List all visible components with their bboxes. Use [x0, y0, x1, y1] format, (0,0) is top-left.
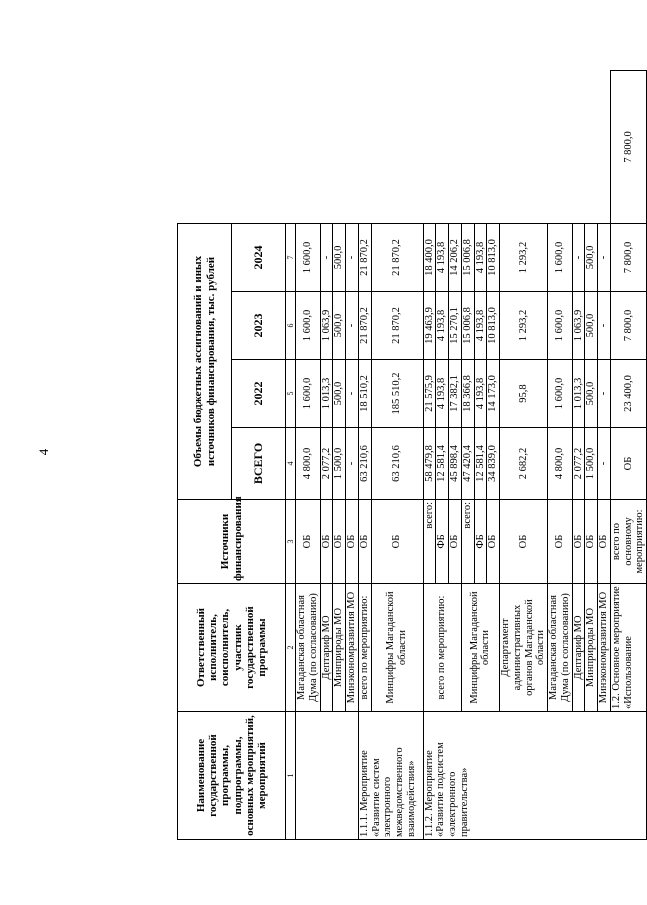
header-2024: 2024 [232, 223, 286, 291]
executor-cell: Минцифры Магаданской области [461, 584, 499, 712]
source-cell: ОБ [449, 500, 462, 584]
y2023-cell: 15 270,1 [449, 292, 462, 360]
y2023-cell: 19 463,9 [423, 292, 436, 360]
source-cell: ФБ [436, 500, 449, 584]
y2023-cell: 1 600,0 [548, 292, 573, 360]
total-cell: 4 800,0 [548, 428, 573, 500]
y2023-cell: 1 063,9 [320, 292, 333, 360]
col-number: 2 [286, 584, 296, 712]
col-number: 3 [286, 500, 296, 584]
y2024-cell: 18 400,0 [423, 223, 436, 291]
executor-cell: Дептариф МО [572, 584, 585, 712]
y2022-cell: 18 366,8 [461, 360, 474, 428]
executor-cell: Минцифры Магаданской области [371, 584, 423, 712]
total-cell: 47 420,4 [461, 428, 474, 500]
y2024-cell: 4 193,8 [436, 223, 449, 291]
col-number: 1 [286, 712, 296, 840]
y2022-cell: 7 800,0 [610, 292, 646, 360]
y2023-cell: 21 870,2 [371, 292, 423, 360]
source-cell: ОБ [320, 500, 333, 584]
total-cell: 12 581,4 [436, 428, 449, 500]
page-number: 4 [36, 448, 51, 456]
y2022-cell: - [346, 360, 359, 428]
executor-cell: Магаданская областная Дума (по согласованию) [548, 584, 573, 712]
y2023-cell: 1 063,9 [572, 292, 585, 360]
measure-name-1-2: 1.2. Основное мероприятие «Использование [610, 584, 646, 712]
source-label-cell: всего: [461, 500, 474, 584]
y2024-cell: 500,0 [333, 223, 346, 291]
source-cell: ОБ [500, 500, 548, 584]
header-total: ВСЕГО [232, 428, 286, 500]
y2022-cell: 500,0 [333, 360, 346, 428]
y2022-cell: 17 382,1 [449, 360, 462, 428]
source-cell: ОБ [585, 500, 598, 584]
rotated-table-container [177, 70, 646, 840]
y2023-cell: - [598, 292, 611, 360]
total-cell: 12 581,4 [474, 428, 487, 500]
total-cell: 1 500,0 [333, 428, 346, 500]
y2024-cell: - [346, 223, 359, 291]
executor-cell: Департамент административных органов Магаданской области [500, 584, 548, 712]
source-cell: ОБ [572, 500, 585, 584]
executor-cell: Минприроды МО [333, 584, 346, 712]
y2022-cell: 1 600,0 [548, 360, 573, 428]
measure-name-1-1-1: 1.1.1. Мероприятие «Развитие систем электронного межведомственного взаимодействия» [358, 712, 423, 840]
col-number: 5 [286, 360, 296, 428]
header-2023: 2023 [232, 292, 286, 360]
y2023-cell: - [346, 292, 359, 360]
executor-cell: всего по основному мероприятию: [610, 500, 646, 584]
header-source: Источники финансирования [178, 500, 286, 584]
y2022-cell: 14 173,0 [487, 360, 500, 428]
y2023-cell: 4 193,8 [474, 292, 487, 360]
source-cell: ОБ [371, 500, 423, 584]
y2024-cell: 500,0 [585, 223, 598, 291]
total-cell: 34 839,0 [487, 428, 500, 500]
y2022-cell: 18 510,2 [358, 360, 371, 428]
col-number: 7 [286, 223, 296, 291]
y2024-cell: - [320, 223, 333, 291]
source-cell: ОБ [358, 500, 371, 584]
y2023-cell: 1 293,2 [500, 292, 548, 360]
total-cell: 2 077,2 [572, 428, 585, 500]
y2023-cell: 10 813,0 [487, 292, 500, 360]
total-cell: - [346, 428, 359, 500]
table-row [296, 71, 321, 840]
name-cell-empty [296, 712, 359, 840]
y2022-cell: 185 510,2 [371, 360, 423, 428]
y2022-cell: 4 193,8 [474, 360, 487, 428]
y2023-cell: 15 006,8 [461, 292, 474, 360]
total-cell: 2 077,2 [320, 428, 333, 500]
y2022-cell: 1 600,0 [296, 360, 321, 428]
y2022-cell: 1 013,3 [572, 360, 585, 428]
y2023-cell: 21 870,2 [358, 292, 371, 360]
y2023-cell: 7 800,0 [610, 223, 646, 291]
header-name: Наименование государственной программы, подпрограммы, основных мероприятий, мероприятий [178, 712, 286, 840]
budget-table [177, 70, 647, 840]
measure-name-1-1-2: 1.1.2. Мероприятие «Развитие подсистем «электронного правительства» [423, 712, 647, 840]
source-cell: ОБ [333, 500, 346, 584]
table-row [423, 71, 436, 840]
y2023-cell: 500,0 [585, 292, 598, 360]
executor-cell: Минэкономразвития МО [346, 584, 359, 712]
total-cell: 2 682,2 [500, 428, 548, 500]
y2024-cell: 1 600,0 [548, 223, 573, 291]
y2024-cell: 7 800,0 [610, 71, 646, 224]
y2023-cell: 1 600,0 [296, 292, 321, 360]
y2024-cell: - [572, 223, 585, 291]
executor-cell: всего по мероприятию: [423, 584, 461, 712]
executor-cell: Минприроды МО [585, 584, 598, 712]
y2024-cell: 10 813,0 [487, 223, 500, 291]
y2023-cell: 500,0 [333, 292, 346, 360]
source-cell: ОБ [598, 500, 611, 584]
source-cell: ОБ [487, 500, 500, 584]
total-cell: 4 800,0 [296, 428, 321, 500]
total-cell: - [598, 428, 611, 500]
y2024-cell: 21 870,2 [371, 223, 423, 291]
total-cell: 63 210,6 [358, 428, 371, 500]
y2024-cell: 4 193,8 [474, 223, 487, 291]
y2024-cell: 1 293,2 [500, 223, 548, 291]
column-number-row [286, 71, 296, 840]
executor-cell: Магаданская областная Дума (по согласованию) [296, 584, 321, 712]
header-volumes: Объемы бюджетных ассигнований и иных источников финансирования, тыс. рублей [178, 223, 232, 499]
source-cell: ОБ [548, 500, 573, 584]
y2024-cell: - [598, 223, 611, 291]
source-label-cell: всего: [423, 500, 436, 584]
y2022-cell: 500,0 [585, 360, 598, 428]
y2024-cell: 14 206,2 [449, 223, 462, 291]
executor-cell: Минэкономразвития МО [598, 584, 611, 712]
source-cell: ОБ [346, 500, 359, 584]
source-cell: ФБ [474, 500, 487, 584]
y2022-cell: 1 013,3 [320, 360, 333, 428]
header-row [178, 71, 232, 840]
source-cell: ОБ [610, 428, 646, 500]
executor-cell: всего по мероприятию: [358, 584, 371, 712]
y2024-cell: 1 600,0 [296, 223, 321, 291]
y2022-cell: 21 575,9 [423, 360, 436, 428]
executor-cell: Дептариф МО [320, 584, 333, 712]
y2022-cell: - [598, 360, 611, 428]
y2024-cell: 21 870,2 [358, 223, 371, 291]
header-executor: Ответственный исполнитель, соисполнитель, участник государственной программы [178, 584, 286, 712]
header-2022: 2022 [232, 360, 286, 428]
total-cell: 1 500,0 [585, 428, 598, 500]
total-cell: 63 210,6 [371, 428, 423, 500]
source-cell: ОБ [296, 500, 321, 584]
total-cell: 45 898,4 [449, 428, 462, 500]
total-cell: 58 479,8 [423, 428, 436, 500]
y2022-cell: 95,8 [500, 360, 548, 428]
table-row [358, 71, 371, 840]
y2024-cell: 15 006,8 [461, 223, 474, 291]
col-number: 6 [286, 292, 296, 360]
total-cell: 23 400,0 [610, 360, 646, 428]
y2023-cell: 4 193,8 [436, 292, 449, 360]
col-number: 4 [286, 428, 296, 500]
y2022-cell: 4 193,8 [436, 360, 449, 428]
